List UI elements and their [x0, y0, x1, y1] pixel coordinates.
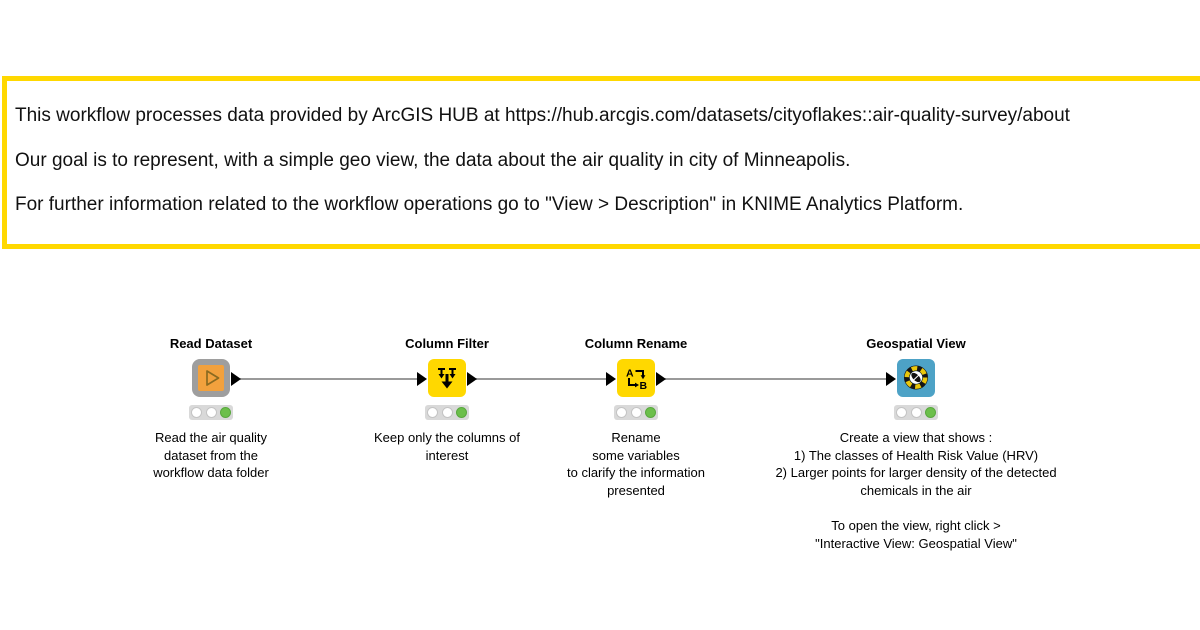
component-play-icon: [191, 358, 231, 398]
status-red-light: [896, 407, 907, 418]
status-traffic-light: [425, 405, 469, 420]
status-traffic-light: [189, 405, 233, 420]
node-title[interactable]: Column Rename: [584, 336, 688, 351]
column-rename-icon: [616, 358, 656, 398]
status-red-light: [191, 407, 202, 418]
node-body-column-filter[interactable]: [427, 358, 467, 398]
node-title[interactable]: Read Dataset: [169, 336, 253, 351]
node-view-hint[interactable]: To open the view, right click > "Interactive View: Geospatial View": [815, 518, 1017, 551]
workflow-annotation[interactable]: [2, 76, 1200, 249]
status-red-light: [616, 407, 627, 418]
status-yellow-light: [911, 407, 922, 418]
output-port-column-rename[interactable]: [656, 372, 666, 386]
annotation-line: This workflow processes data provided by ArcGIS HUB at https://hub.arcgis.com/datasets/cityoflakes::air-quality-survey/about: [15, 105, 1070, 126]
node-comment[interactable]: Create a view that shows : 1) The classes of Health Risk Value (HRV) 2) Larger points for larger density of the detected chemicals in the air: [775, 430, 1057, 498]
input-port-column-rename[interactable]: [606, 372, 616, 386]
connector-filter-to-rename[interactable]: [476, 378, 607, 380]
node-comment[interactable]: Read the air quality dataset from the workflow data folder: [153, 430, 269, 481]
node-title[interactable]: Geospatial View: [866, 336, 966, 351]
status-traffic-light: [894, 405, 938, 420]
node-body-read-dataset[interactable]: [191, 358, 231, 398]
geospatial-view-icon: [896, 358, 936, 398]
node-comment[interactable]: Keep only the columns of interest: [374, 430, 520, 463]
input-port-geospatial-view[interactable]: [886, 372, 896, 386]
status-green-light: [220, 407, 231, 418]
status-yellow-light: [631, 407, 642, 418]
node-body-geospatial-view[interactable]: [896, 358, 936, 398]
node-title[interactable]: Column Filter: [405, 336, 489, 351]
output-port-column-filter[interactable]: [467, 372, 477, 386]
status-yellow-light: [442, 407, 453, 418]
column-filter-icon: [427, 358, 467, 398]
status-traffic-light: [614, 405, 658, 420]
annotation-line: For further information related to the workflow operations go to "View > Description" in KNIME Analytics Platform.: [15, 194, 964, 215]
status-red-light: [427, 407, 438, 418]
connector-read-to-filter[interactable]: [240, 378, 418, 380]
annotation-line: Our goal is to represent, with a simple geo view, the data about the air quality in city of Minneapolis.: [15, 149, 851, 171]
input-port-column-filter[interactable]: [417, 372, 427, 386]
node-comment[interactable]: Rename some variables to clarify the information presented: [566, 430, 705, 498]
svg-text:B: B: [639, 380, 648, 392]
status-green-light: [925, 407, 936, 418]
status-green-light: [456, 407, 467, 418]
output-port-read-dataset[interactable]: [231, 372, 241, 386]
node-body-column-rename[interactable]: [616, 358, 656, 398]
status-yellow-light: [206, 407, 217, 418]
connector-rename-to-view[interactable]: [665, 378, 887, 380]
svg-text:A: A: [626, 367, 634, 380]
status-green-light: [645, 407, 656, 418]
